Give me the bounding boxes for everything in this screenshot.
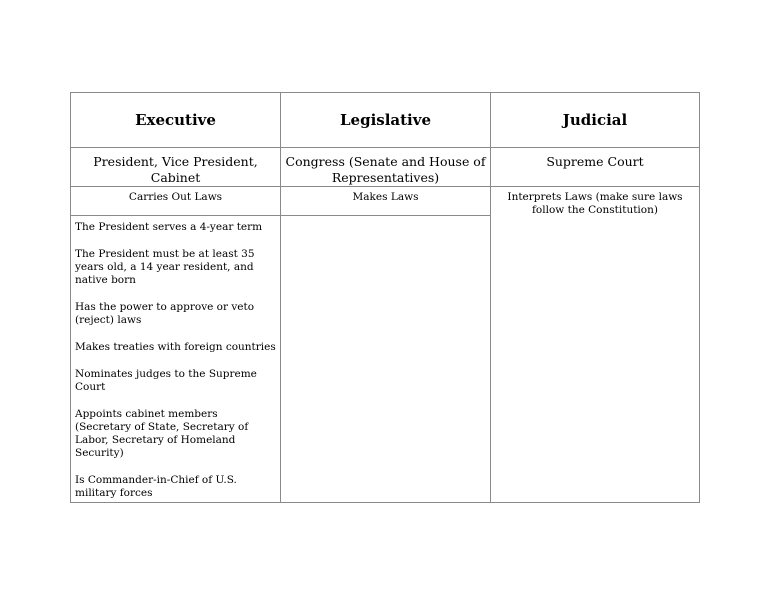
roles-row bbox=[71, 187, 700, 216]
executive-role: Carries Out Laws bbox=[71, 187, 281, 216]
executive-detail: The President must be at least 35 years old, a 14 year resident, and native born bbox=[75, 248, 255, 286]
executive-detail: Appoints cabinet members (Secretary of State, Secretary of Labor, Secretary of Homeland Security) bbox=[75, 408, 249, 459]
legislative-role: Makes Laws bbox=[281, 187, 491, 216]
legislative-details-cell bbox=[281, 216, 491, 503]
header-legislative: Legislative bbox=[281, 93, 491, 148]
executive-members: President, Vice President, Cabinet bbox=[71, 148, 281, 187]
executive-detail: Nominates judges to the Supreme Court bbox=[75, 368, 257, 393]
executive-detail: Has the power to approve or veto (reject) laws bbox=[75, 301, 255, 326]
header-row bbox=[71, 93, 700, 148]
executive-detail: Makes treaties with foreign countries bbox=[75, 341, 276, 353]
branches-table bbox=[70, 92, 700, 503]
executive-detail: The President serves a 4-year term bbox=[75, 221, 263, 233]
executive-detail: Is Commander-in-Chief of U.S. military forces bbox=[75, 474, 237, 499]
judicial-role: Interprets Laws (make sure laws follow the Constitution) bbox=[491, 187, 700, 503]
judicial-members: Supreme Court bbox=[491, 148, 700, 187]
header-executive: Executive bbox=[71, 93, 281, 148]
header-judicial: Judicial bbox=[491, 93, 700, 148]
executive-details-cell bbox=[71, 216, 281, 503]
legislative-members: Congress (Senate and House of Representatives) bbox=[281, 148, 491, 187]
members-row bbox=[71, 148, 700, 187]
